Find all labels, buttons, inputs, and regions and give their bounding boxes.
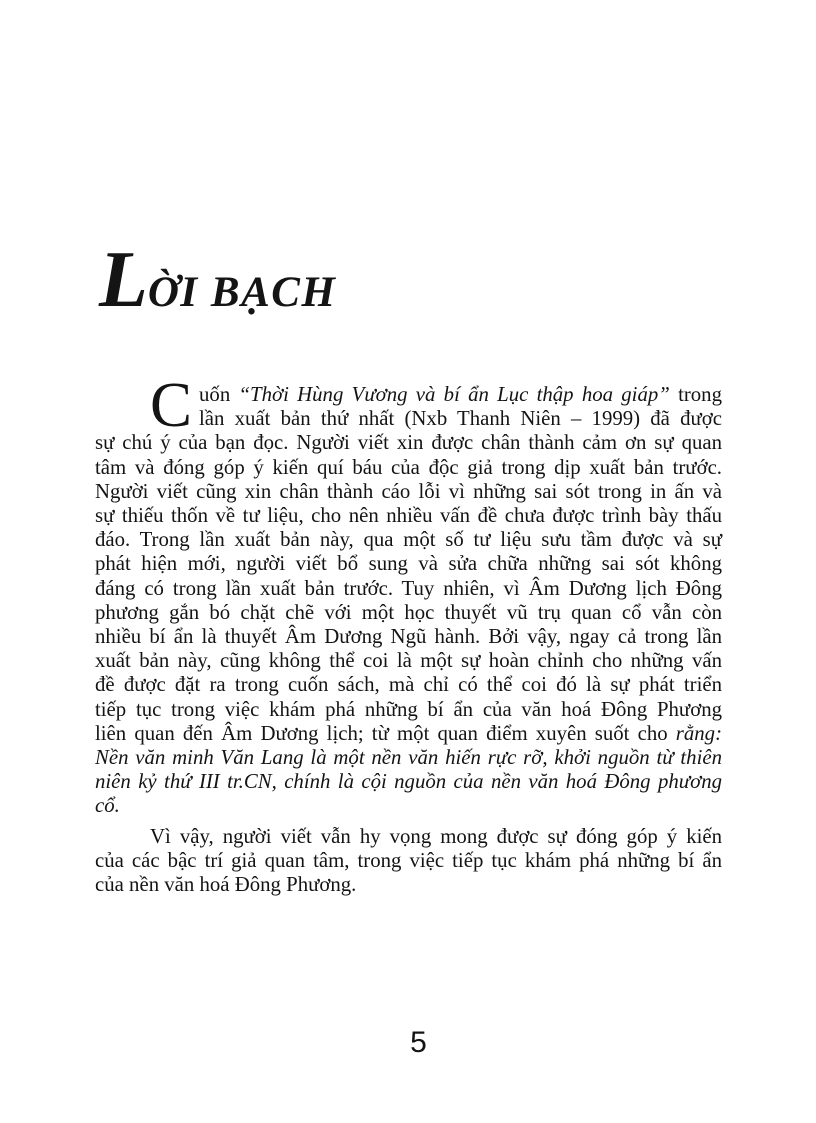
text-segment: uốn bbox=[199, 383, 239, 406]
text-segment: của các bậc trí giả quan tâm, trong việc tiếp tục khám phá những bí ẩn bbox=[95, 848, 722, 872]
text-line bbox=[95, 456, 722, 480]
text-segment: đáng có trong lần xuất bản trước. Tuy nhiên, vì Âm Dương lịch Đông bbox=[95, 576, 722, 600]
text-segment: liên quan đến Âm Dương lịch; từ một quan điểm xuyên suốt cho bbox=[95, 721, 676, 745]
text-segment: Vì vậy, người viết vẫn hy vọng mong được sự đóng góp ý kiến bbox=[150, 824, 722, 848]
text-line bbox=[95, 873, 722, 897]
text-segment: phương gắn bó chặt chẽ với một học thuyết vũ trụ quan cổ vẫn còn bbox=[95, 600, 722, 624]
text-line bbox=[95, 625, 722, 649]
italic-text-segment: “Thời Hùng Vương và bí ẩn Lục thập hoa giáp” bbox=[238, 383, 670, 406]
text-line bbox=[95, 504, 722, 528]
text-line bbox=[95, 794, 722, 818]
text-segment: của nền văn hoá Đông Phương. bbox=[95, 873, 357, 897]
text-line bbox=[95, 849, 722, 873]
italic-text-segment: niên kỷ thứ III tr.CN, chính là cội nguồn của nền văn hoá Đông phương bbox=[95, 770, 722, 794]
text-segment: xuất bản này, cũng không thể coi là một sự hoàn chỉnh cho những vấn bbox=[95, 649, 722, 673]
italic-text-segment: cổ. bbox=[95, 794, 120, 818]
paragraph bbox=[95, 370, 722, 819]
page-number: 5 bbox=[410, 1026, 427, 1059]
text-line bbox=[95, 552, 722, 576]
paragraph bbox=[95, 825, 722, 898]
text-line bbox=[95, 746, 722, 770]
text-segment: sự chú ý của bạn đọc. Người viết xin được chân thành cảm ơn sự quan bbox=[95, 431, 722, 455]
text-segment: nhiều bí ẩn là thuyết Âm Dương Ngũ hành. Bởi vậy, ngay cả trong lần bbox=[95, 625, 722, 649]
text-segment: tiếp tục trong việc khám phá những bí ẩn của văn hoá Đông Phương bbox=[95, 697, 722, 721]
text-segment: trong bbox=[669, 383, 722, 406]
text-line bbox=[95, 480, 722, 504]
chapter-title bbox=[99, 236, 337, 335]
text-segment: Người viết cũng xin chân thành cáo lỗi vì những sai sót trong in ấn và bbox=[95, 479, 722, 503]
italic-text-segment: rằng: bbox=[675, 721, 722, 745]
text-line bbox=[95, 577, 722, 601]
body-text bbox=[95, 370, 722, 897]
text-line bbox=[95, 770, 722, 794]
text-segment: phát hiện mới, người viết bổ sung và sửa chữa những sai sót không bbox=[95, 552, 722, 576]
text-line bbox=[95, 673, 722, 697]
text-segment: đáo. Trong lần xuất bản này, qua một số tư liệu sưu tầm được và sự bbox=[95, 528, 722, 552]
text-line bbox=[95, 528, 722, 552]
text-segment: tâm và đóng góp ý kiến quí báu của độc giả trong dịp xuất bản trước. bbox=[95, 455, 722, 479]
text-segment: sự thiếu thốn về tư liệu, cho nên nhiều vấn đề chưa được trình bày thấu bbox=[95, 504, 722, 528]
text-segment: đề được đặt ra trong cuốn sách, mà chỉ có thể coi đó là sự phát triển bbox=[95, 673, 722, 697]
drop-cap: C bbox=[150, 370, 193, 440]
chapter-title-rest: ỜI BẠCH bbox=[147, 269, 337, 316]
chapter-title-initial: L bbox=[99, 236, 148, 324]
text-line bbox=[95, 722, 722, 746]
text-line bbox=[95, 698, 722, 722]
text-segment: lần xuất bản thứ nhất (Nxb Thanh Niên – 1999) đã được bbox=[199, 407, 722, 431]
text-line bbox=[95, 649, 722, 673]
text-line bbox=[95, 825, 722, 849]
text-line bbox=[95, 601, 722, 625]
text-line bbox=[95, 431, 722, 455]
italic-text-segment: Nền văn minh Văn Lang là một nền văn hiến rực rỡ, khởi nguồn từ thiên bbox=[95, 746, 722, 770]
